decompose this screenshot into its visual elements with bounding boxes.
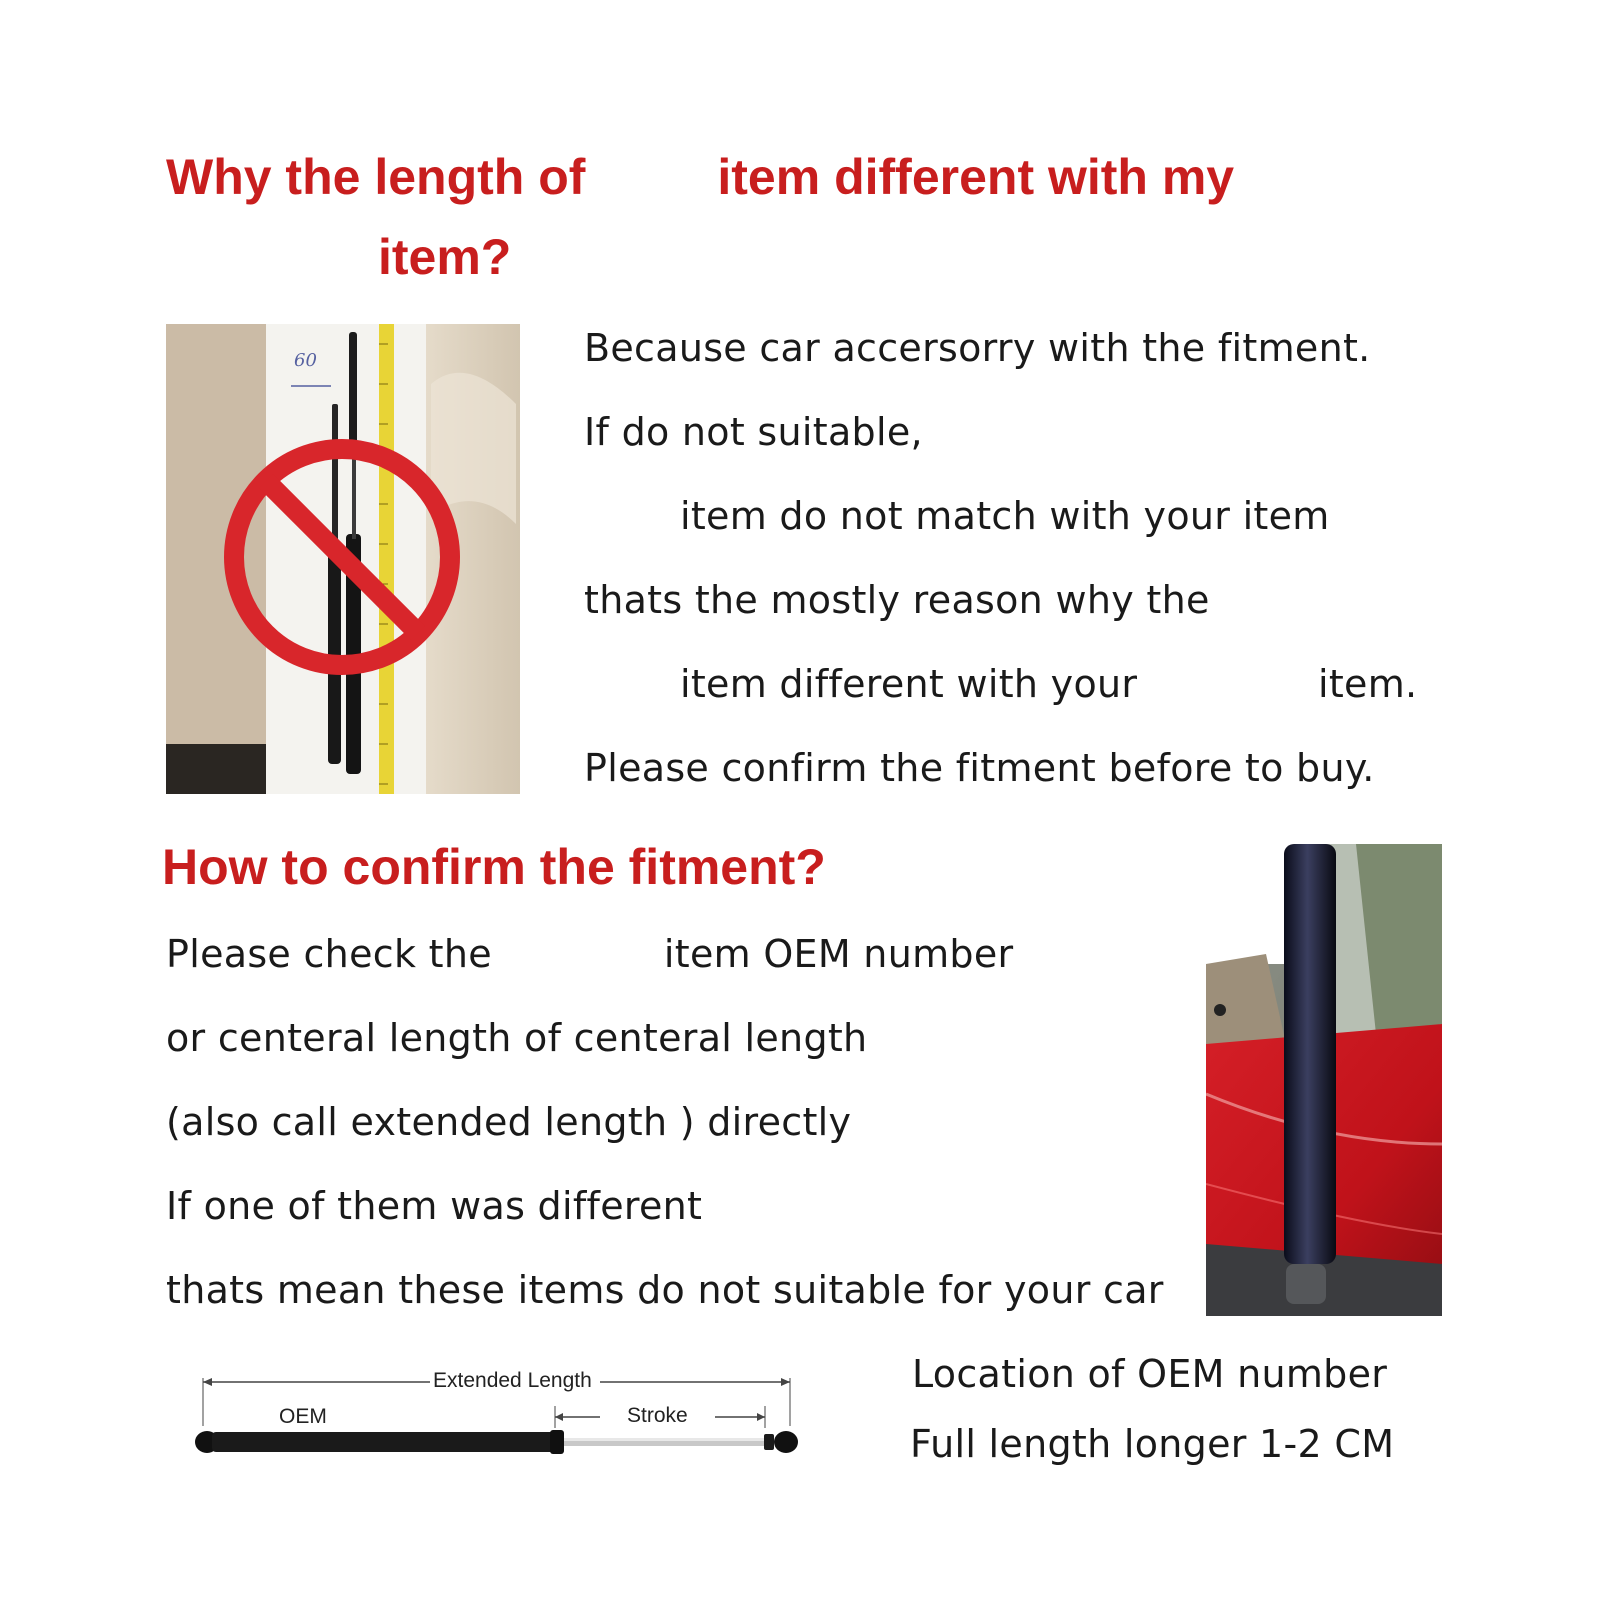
prohibited-icon (226, 440, 466, 680)
confirm-line-2: or centeral length of centeral length (166, 1016, 868, 1060)
heading-how-confirm: How to confirm the fitment? (162, 839, 826, 895)
oem-label: OEM (279, 1405, 327, 1428)
heading-why-line2: item? (378, 229, 512, 285)
text-line-5-end: item. (1318, 662, 1418, 706)
heading-line1-part-b: item different with my (717, 149, 1235, 205)
stroke-label: Stroke (627, 1404, 688, 1427)
confirm-line-1 (166, 932, 1013, 976)
caption-oem-location: Location of OEM number (912, 1352, 1388, 1396)
confirm-line-5: thats mean these items do not suitable for your car (166, 1268, 1164, 1312)
text-line-2: If do not suitable, (584, 410, 923, 454)
heading-why-length (166, 148, 1234, 206)
text-line-5: item different with your (680, 662, 1138, 706)
confirm-line-3: (also call extended length ) directly (166, 1100, 852, 1144)
svg-text:60: 60 (294, 350, 317, 371)
text-line-6: Please confirm the fitment before to buy. (584, 746, 1375, 790)
oem-location-photo (1206, 844, 1442, 1316)
heading-line1-part-a: Why the length of (166, 149, 586, 205)
text-line-4: thats the mostly reason why the (584, 578, 1210, 622)
confirm-line-1-a: Please check the (166, 932, 492, 976)
extended-length-label: Extended Length (433, 1369, 592, 1392)
caption-full-length: Full length longer 1-2 CM (910, 1422, 1395, 1466)
confirm-line-1-b: item OEM number (663, 932, 1014, 976)
text-line-1: Because car accersorry with the fitment. (584, 326, 1371, 370)
confirm-line-4: If one of them was different (166, 1184, 703, 1228)
text-line-3: item do not match with your item (680, 494, 1330, 538)
